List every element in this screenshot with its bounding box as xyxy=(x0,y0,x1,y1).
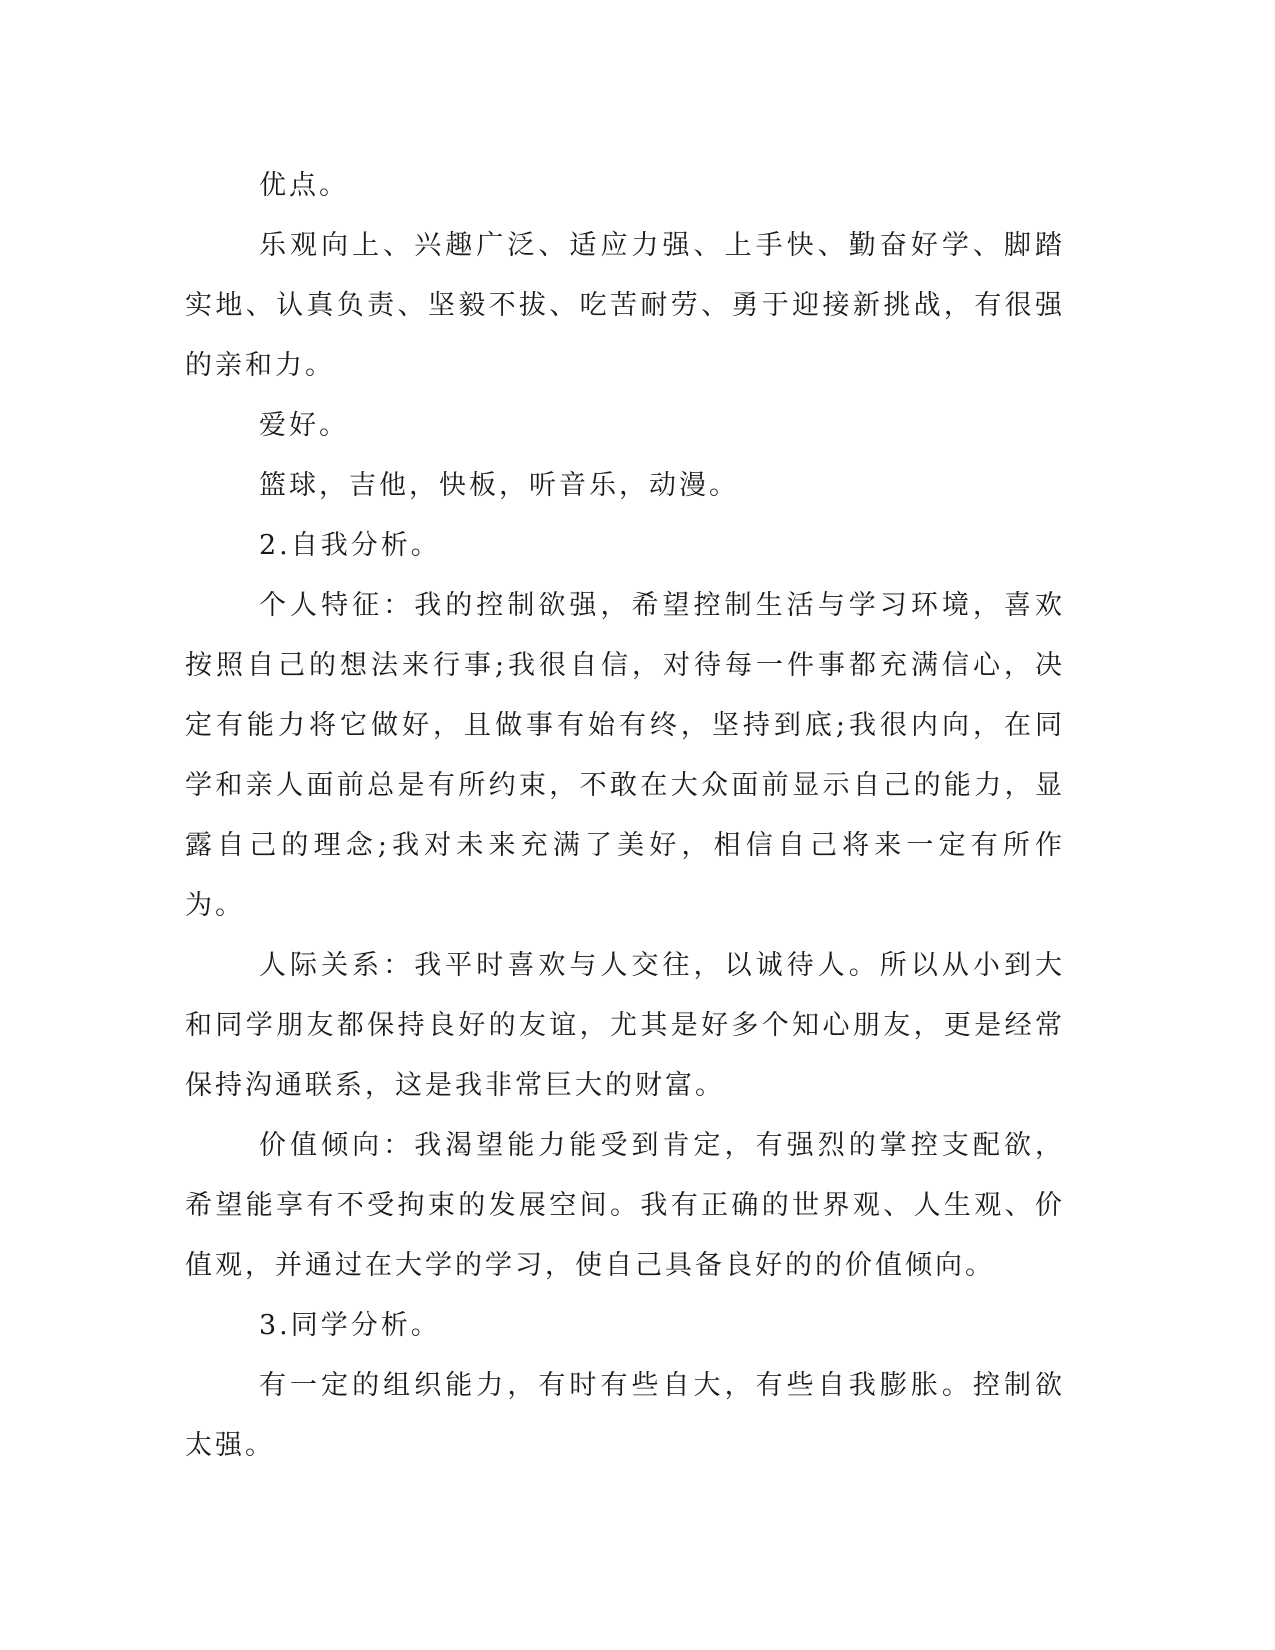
heading-self-analysis: 2.自我分析。 xyxy=(259,530,441,561)
paragraph-strengths: 乐观向上、兴趣广泛、适应力强、上手快、勤奋好学、脚踏实地、认真负责、坚毅不拔、吃苦耐劳、勇于迎接新挑战，有很强的亲和力。 xyxy=(185,230,1065,381)
paragraph-relationships: 人际关系：我平时喜欢与人交往，以诚待人。所以从小到大和同学朋友都保持良好的友谊，尤其是好多个知心朋友，更是经常保持沟通联系，这是我非常巨大的财富。 xyxy=(185,950,1065,1101)
heading-hobbies: 爱好。 xyxy=(259,410,349,441)
paragraph-personal-traits: 个人特征：我的控制欲强，希望控制生活与学习环境，喜欢按照自己的想法来行事;我很自信，对待每一件事都充满信心，决定有能力将它做好，且做事有始有终，坚持到底;我很内向，在同学和亲人面前总是有所约束，不敢在大众面前显示自己的能力，显露自己的理念;我对未来充满了美好，相信自己将来一定有所作为。 xyxy=(185,590,1065,921)
heading-strengths: 优点。 xyxy=(259,170,349,201)
paragraph-hobbies: 篮球，吉他，快板，听音乐，动漫。 xyxy=(259,470,739,501)
paragraph-values: 价值倾向：我渴望能力能受到肯定，有强烈的掌控支配欲，希望能享有不受拘束的发展空间。我有正确的世界观、人生观、价值观，并通过在大学的学习，使自己具备良好的的价值倾向。 xyxy=(185,1130,1065,1281)
heading-classmate-analysis: 3.同学分析。 xyxy=(259,1310,441,1341)
document-body xyxy=(185,156,1065,1476)
paragraph-classmate-analysis: 有一定的组织能力，有时有些自大，有些自我膨胀。控制欲太强。 xyxy=(185,1370,1065,1461)
